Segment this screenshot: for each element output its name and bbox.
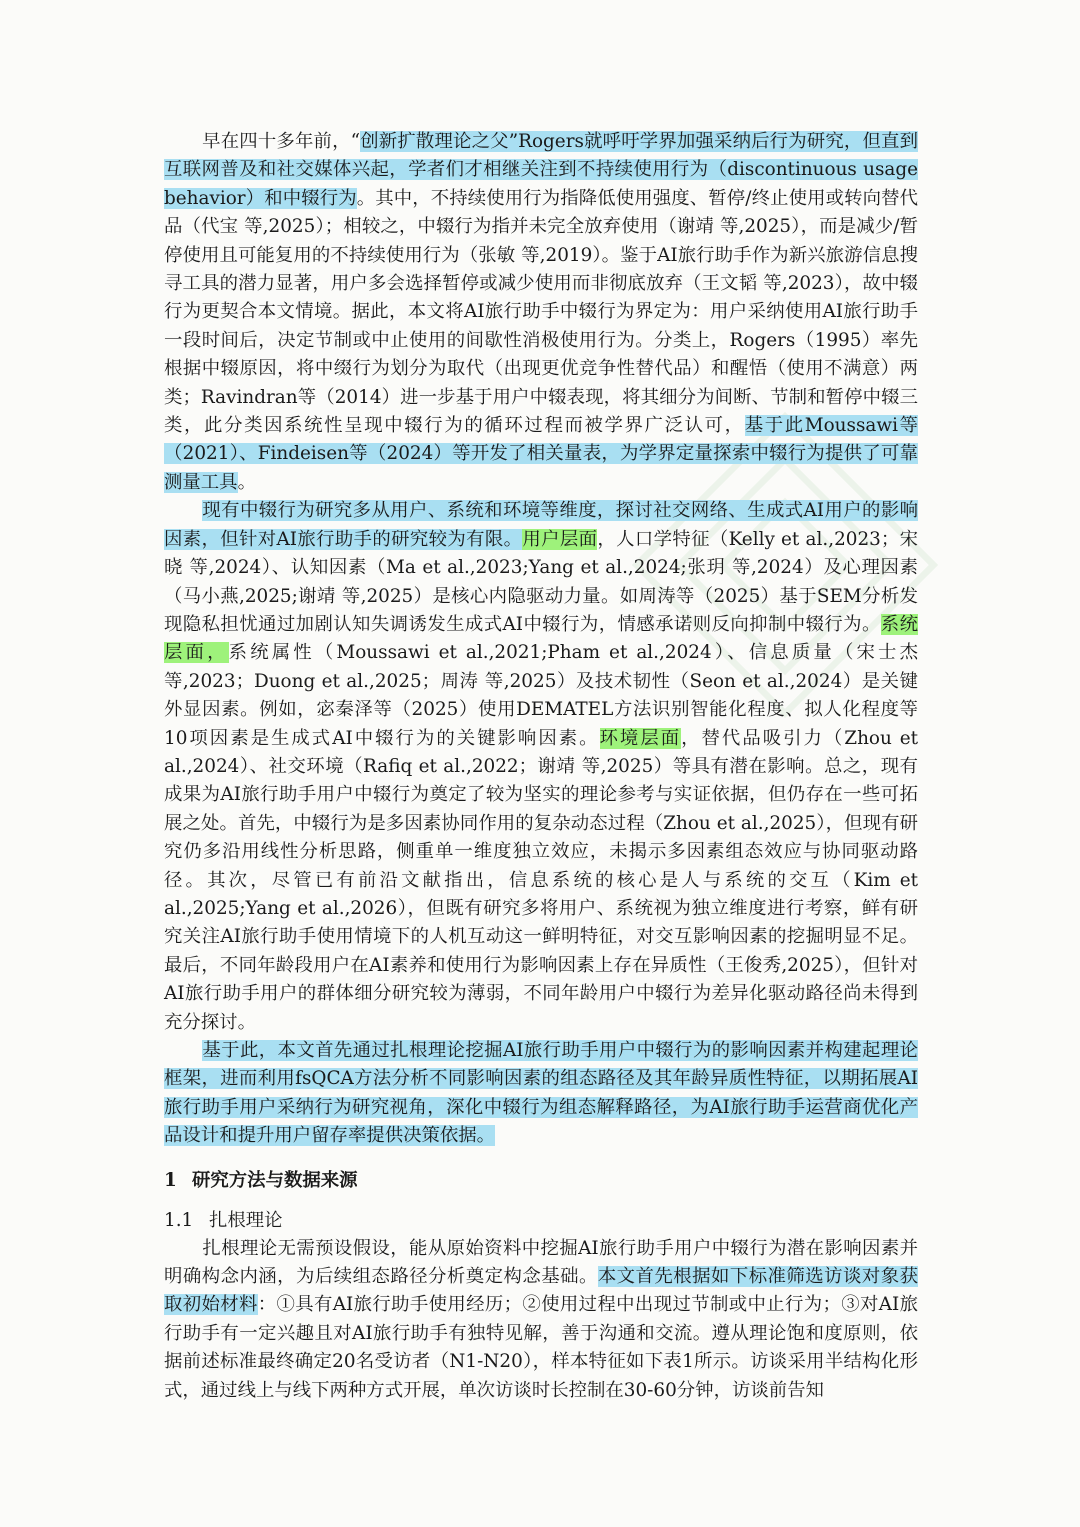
- paragraph-2-text-c: ，替代品吸引力（Zhou et al.,2024）、社交环境（Rafiq et al.,2022；谢靖 等,2025）等具有潜在影响。总之，现有成果为AI旅行助手用户中辍行为奠定了较为坚实的理论参考与实证依据，但仍存在一些可拓展之处。首先，中辍行为是多因素协同作用的复杂动态过程（Zhou et al.,2025），但现有研究仍多沿用线性分析思路，侧重单一维度独立效应，未揭示多因素组态效应与协同驱动路径。其次，尽管已有前沿文献指出，信息系统的核心是人与系统的交互（Kim et al.,2025;Yang et al.,2026），但既有研究多将用户、系统视为独立维度进行考察，鲜有研究关注AI旅行助手使用情境下的人机互动这一鲜明特征，对交互影响因素的挖掘明显不足。最后，不同年龄段用户在AI素养和使用行为影响因素上存在异质性（王俊秀,2025），但针对AI旅行助手用户的群体细分研究较为薄弱，不同年龄用户中辍行为差异化驱动路径尚未得到充分探讨。: [164, 727, 918, 1033]
- subsection-title: 扎根理论: [209, 1209, 283, 1231]
- highlight-research-status: 现有中辍行为研究多从用户、系统和环境等维度，探讨社交网络、生成式AI用户的影响因素，但针对AI旅行助手的研究较为有限。: [164, 500, 918, 550]
- document-body: [164, 128, 918, 1405]
- paragraph-1-text-c: 。: [237, 471, 256, 493]
- section-heading-1: [164, 1167, 918, 1195]
- highlight-interview-criteria: 本文首先根据如下标准筛选访谈对象获取初始材料: [164, 1266, 918, 1316]
- subsection-heading-1-1: [164, 1207, 918, 1235]
- paragraph-4-text-b: ：①具有AI旅行助手使用经历；②使用过程中出现过节制或中止行为；③对AI旅行助手有一定兴趣且对AI旅行助手有独特见解，善于沟通和交流。遵从理论饱和度原则，依据前述标准最终确定20名受访者（N1-N20），样本特征如下表1所示。访谈采用半结构化形式，通过线上与线下两种方式开展，单次访谈时长控制在30-60分钟，访谈前告知: [164, 1294, 918, 1401]
- highlight-research-purpose: 基于此，本文首先通过扎根理论挖掘AI旅行助手用户中辍行为的影响因素并构建起理论框架，进而利用fsQCA方法分析不同影响因素的组态路径及其年龄异质性特征，以期拓展AI旅行助手用户采纳行为研究视角，深化中辍行为组态解释路径，为AI旅行助手运营商优化产品设计和提升用户留存率提供决策依据。: [164, 1040, 918, 1147]
- subsection-number: 1.1: [164, 1209, 194, 1231]
- paragraph-2-text-b: 系统属性（Moussawi et al.,2021;Pham et al.,2024）、信息质量（宋士杰 等,2023；Duong et al.,2025；周涛 等,2025）及技术韧性（Seon et al.,2024）是关键外显因素。例如，宓秦泽等（2025）使用DEMATEL方法识别智能化程度、拟人化程度等10项因素是生成式AI中辍行为的关键影响因素。: [164, 642, 918, 749]
- highlight-system-level: 系统层面，: [164, 613, 918, 664]
- highlight-user-level: 用户层面: [522, 528, 598, 550]
- section-number: 1: [164, 1169, 177, 1191]
- highlight-moussawi: 基于此Moussawi等（2021）、Findeisen等（2024）等开发了相关量表，为学界定量探索中辍行为提供了可靠测量工具: [164, 415, 918, 493]
- highlight-environment-level: 环境层面: [599, 727, 682, 749]
- paragraph-2-text-a: ，人口学特征（Kelly et al.,2023；宋晓 等,2024）、认知因素（Ma et al.,2023;Yang et al.,2024;张玥 等,2024）及心理因素（马小燕,2025;谢靖 等,2025）是核心内隐驱动力量。如周涛等（2025）基于SEM分析发现隐私担忧通过加剧认知失调诱发生成式AI中辍行为，情感承诺则反向抑制中辍行为。: [164, 528, 919, 635]
- paragraph-4-text-a: 扎根理论无需预设假设，能从原始资料中挖掘AI旅行助手用户中辍行为潜在影响因素并明确构念内涵，为后续组态路径分析奠定构念基础。: [164, 1237, 918, 1288]
- highlight-rogers: 创新扩散理论之父”Rogers就呼吁学界加强采纳后行为研究，但直到互联网普及和社交媒体兴起，学者们才相继关注到不持续使用行为（discontinuous usage behavior）和中辍行为: [164, 131, 918, 209]
- paragraph-1-text-b: 。其中，不持续使用行为指降低使用强度、暂停/终止使用或转向替代品（代宝 等,2025）；相较之，中辍行为指并未完全放弃使用（谢靖 等,2025），而是减少/暂停使用且可能复用的不持续使用行为（张敏 等,2019）。鉴于AI旅行助手作为新兴旅游信息搜寻工具的潜力显著，用户多会选择暂停或减少使用而非彻底放弃（王文韬 等,2023），故中辍行为更契合本文情境。据此，本文将AI旅行助手中辍行为界定为：用户采纳使用AI旅行助手一段时间后，决定节制或中止使用的间歇性消极使用行为。分类上，Rogers（1995）率先根据中辍原因，将中缀行为划分为取代（出现更优竞争性替代品）和醒悟（使用不满意）两类；Ravindran等（2014）进一步基于用户中辍表现，将其细分为间断、节制和暂停中辍三类，此分类因系统性呈现中辍行为的循环过程而被学界广泛认可，: [164, 187, 918, 437]
- paragraph-4: [164, 1235, 918, 1405]
- section-title: 研究方法与数据来源: [192, 1169, 358, 1191]
- paragraph-3: [164, 1037, 918, 1151]
- paragraph-1: [164, 128, 918, 497]
- paragraph-1-text-a: 早在四十多年前，“: [202, 131, 361, 152]
- paragraph-2: [164, 497, 918, 1037]
